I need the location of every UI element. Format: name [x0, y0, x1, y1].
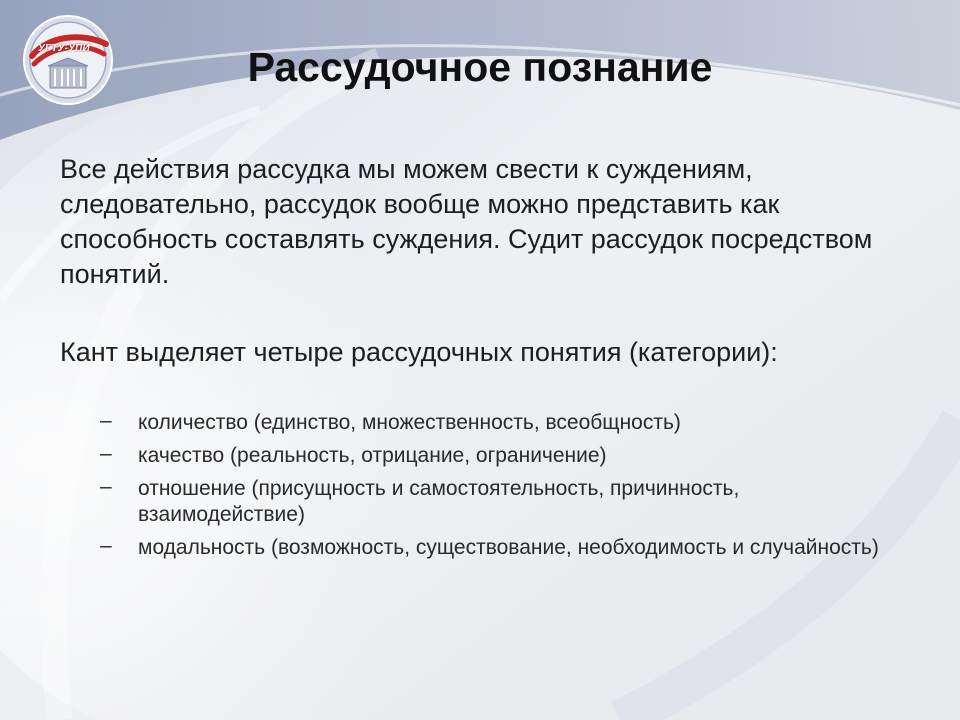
- list-item: [100, 476, 900, 528]
- category-quality: качество (реальность, отрицание, ограничение): [138, 444, 607, 467]
- paragraph-judgments: Все действия рассудка мы можем свести к суждениям, следовательно, рассудок вообще можно представить как способность составлять суждения. Судит рассудок посредством понятий.: [60, 154, 873, 289]
- category-modality: модальность (возможность, существование, необходимость и случайность): [138, 536, 879, 559]
- dash-bullet-icon: –: [100, 534, 112, 557]
- categories-list: [100, 410, 900, 568]
- category-quantity: количество (единство, множественность, всеобщность): [138, 411, 681, 434]
- list-item: [100, 410, 900, 436]
- dash-bullet-icon: –: [100, 475, 112, 498]
- list-item: [100, 443, 900, 469]
- paragraph-kant-categories: Кант выделяет четыре рассудочных понятия (категории):: [60, 337, 778, 367]
- list-item: [100, 535, 900, 561]
- dash-bullet-icon: –: [100, 409, 112, 432]
- dash-bullet-icon: –: [100, 442, 112, 465]
- slide-title: Рассудочное познание: [247, 44, 713, 90]
- category-relation: отношение (присущность и самостоятельность, причинность, взаимодействие): [138, 477, 740, 526]
- logo-text: УГТУ-УПИ: [38, 43, 90, 54]
